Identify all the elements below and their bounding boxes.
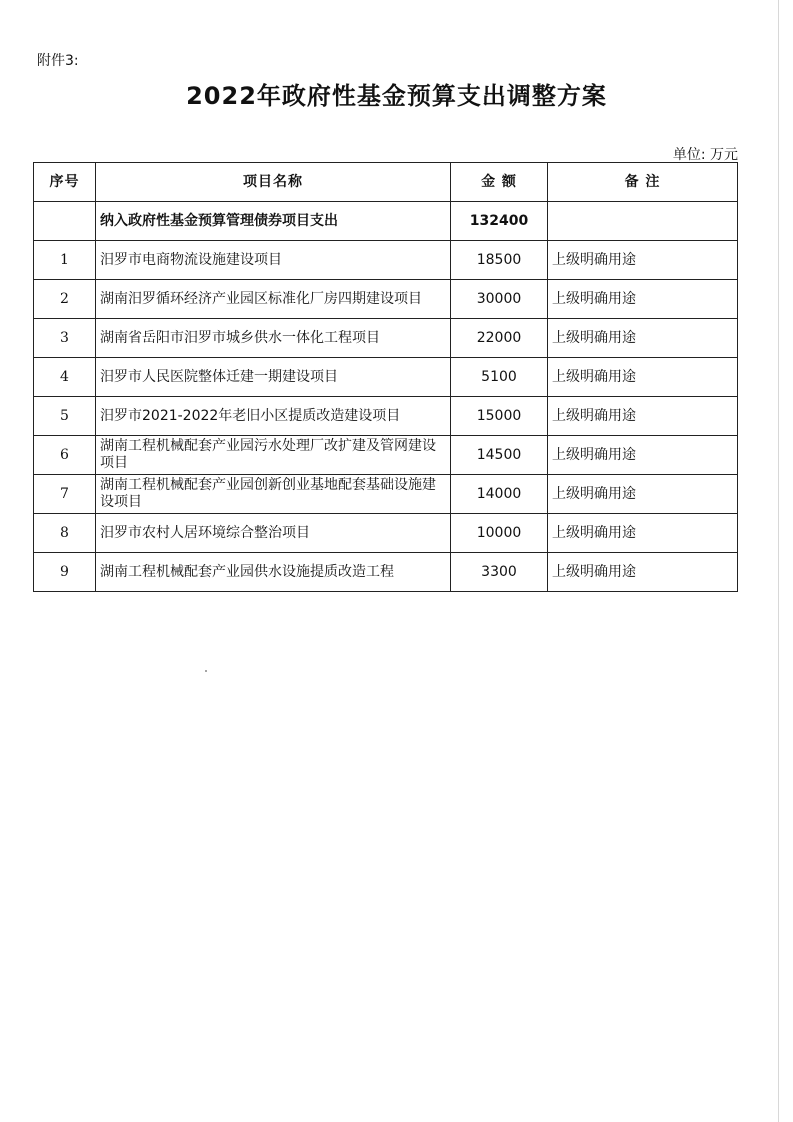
row-no: 8 (34, 514, 96, 553)
row-note: 上级明确用途 (548, 553, 738, 592)
scan-edge-line (778, 0, 779, 1122)
row-note: 上级明确用途 (548, 280, 738, 319)
header-note: 备 注 (548, 163, 738, 202)
row-no: 3 (34, 319, 96, 358)
table-row (34, 475, 738, 514)
table-row (34, 280, 738, 319)
row-no: 9 (34, 553, 96, 592)
row-note: 上级明确用途 (548, 397, 738, 436)
row-amount: 5100 (451, 358, 548, 397)
row-note: 上级明确用途 (548, 514, 738, 553)
row-name: 湖南汨罗循环经济产业园区标准化厂房四期建设项目 (96, 280, 451, 319)
table-row (34, 241, 738, 280)
row-amount: 30000 (451, 280, 548, 319)
table-row (34, 436, 738, 475)
page-title: 2022年政府性基金预算支出调整方案 (186, 82, 607, 110)
row-name: 湖南省岳阳市汨罗市城乡供水一体化工程项目 (96, 319, 451, 358)
row-name: 汨罗市人民医院整体迁建一期建设项目 (96, 358, 451, 397)
row-note: 上级明确用途 (548, 241, 738, 280)
row-no: 4 (34, 358, 96, 397)
budget-table (33, 162, 738, 592)
table-row (34, 553, 738, 592)
row-name: 汨罗市农村人居环境综合整治项目 (96, 514, 451, 553)
summary-no (34, 202, 96, 241)
unit-label: 单位: 万元 (672, 147, 738, 163)
summary-amount: 132400 (451, 202, 548, 241)
row-no: 2 (34, 280, 96, 319)
summary-note (548, 202, 738, 241)
table-row (34, 397, 738, 436)
row-name: 湖南工程机械配套产业园供水设施提质改造工程 (96, 553, 451, 592)
row-no: 1 (34, 241, 96, 280)
summary-row (34, 202, 738, 241)
row-amount: 15000 (451, 397, 548, 436)
row-no: 5 (34, 397, 96, 436)
row-amount: 18500 (451, 241, 548, 280)
table-row (34, 514, 738, 553)
header-amount: 金 额 (451, 163, 548, 202)
row-amount: 3300 (451, 553, 548, 592)
row-note: 上级明确用途 (548, 358, 738, 397)
row-name: 汨罗市2021-2022年老旧小区提质改造建设项目 (96, 397, 451, 436)
row-amount: 22000 (451, 319, 548, 358)
row-no: 7 (34, 475, 96, 514)
row-no: 6 (34, 436, 96, 475)
row-amount: 14000 (451, 475, 548, 514)
scan-speck (205, 670, 207, 672)
summary-name: 纳入政府性基金预算管理债券项目支出 (96, 202, 451, 241)
row-name: 湖南工程机械配套产业园创新创业基地配套基础设施建设项目 (96, 475, 451, 514)
row-amount: 10000 (451, 514, 548, 553)
table-row (34, 358, 738, 397)
attachment-label: 附件3: (37, 53, 79, 69)
header-name: 项目名称 (96, 163, 451, 202)
row-note: 上级明确用途 (548, 475, 738, 514)
header-no: 序号 (34, 163, 96, 202)
row-amount: 14500 (451, 436, 548, 475)
table-row (34, 319, 738, 358)
row-note: 上级明确用途 (548, 436, 738, 475)
row-name: 湖南工程机械配套产业园污水处理厂改扩建及管网建设项目 (96, 436, 451, 475)
table-header-row (34, 163, 738, 202)
row-name: 汨罗市电商物流设施建设项目 (96, 241, 451, 280)
row-note: 上级明确用途 (548, 319, 738, 358)
